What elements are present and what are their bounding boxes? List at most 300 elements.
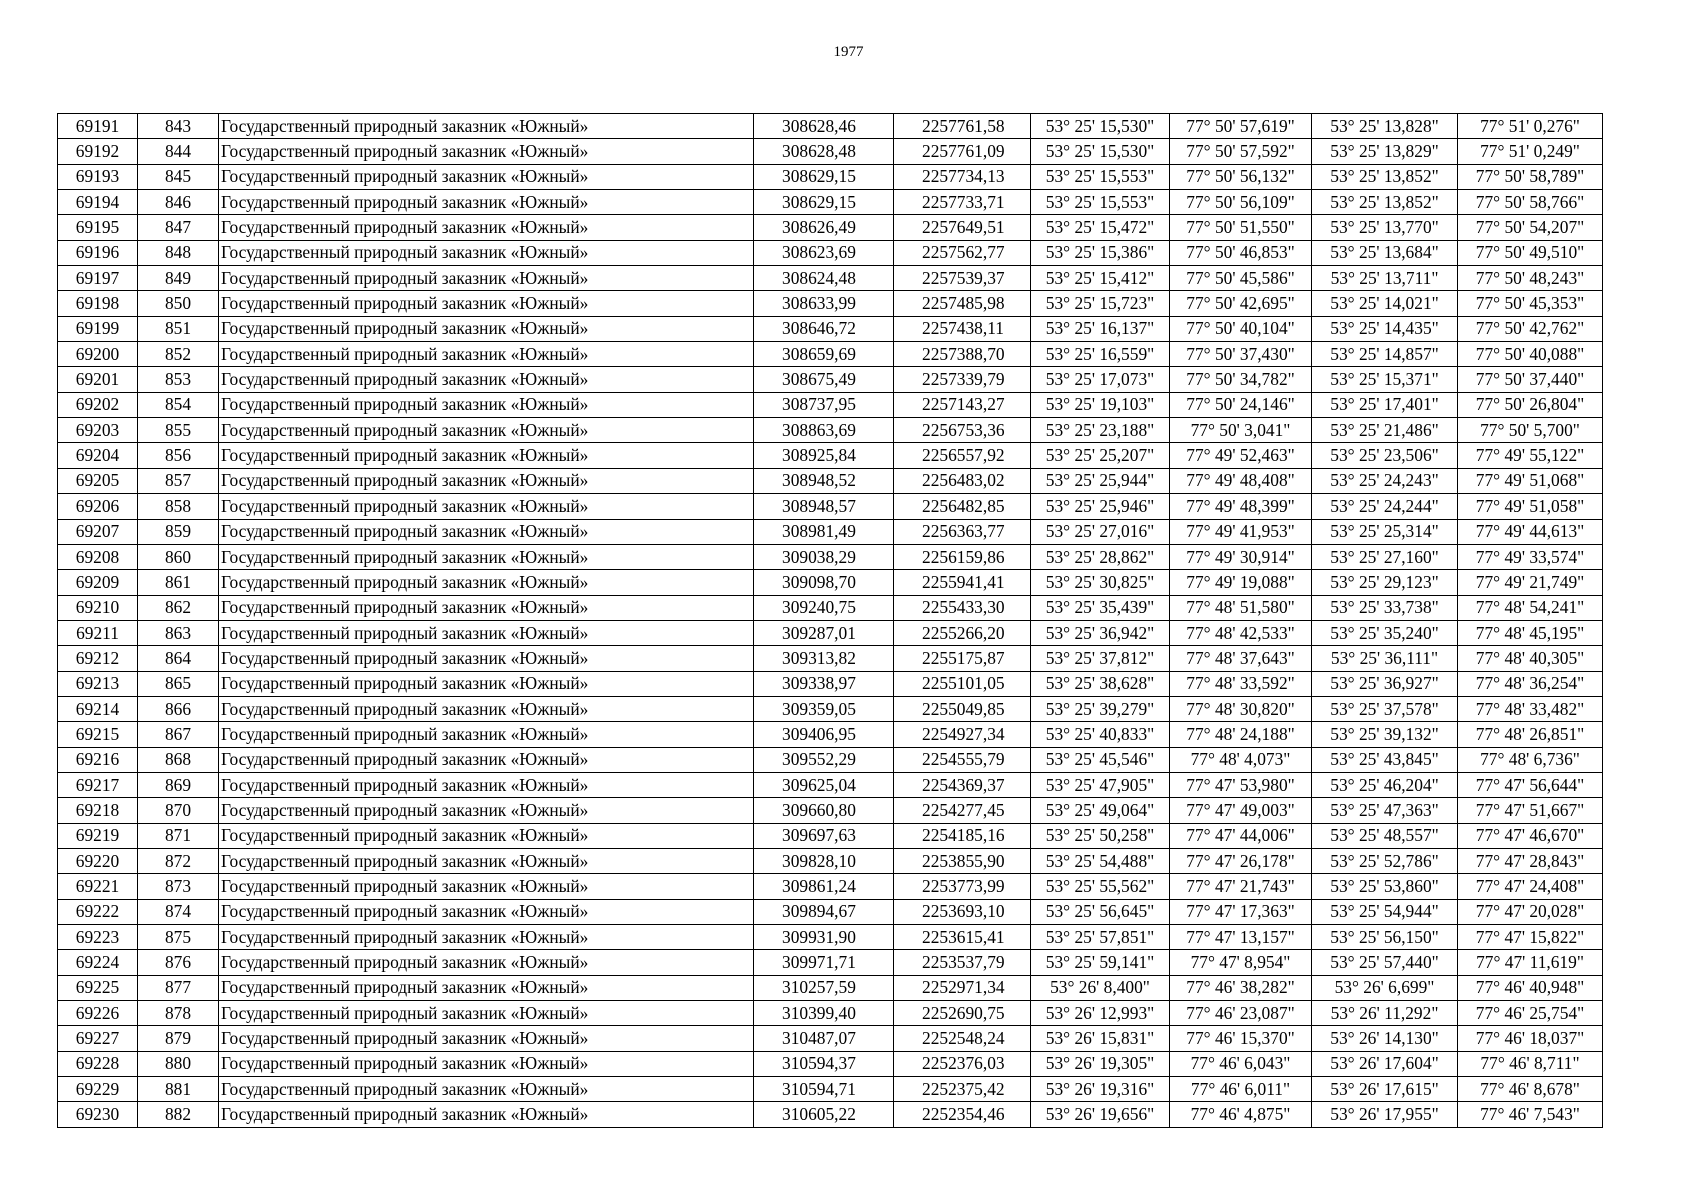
cell-point-number: 859 bbox=[138, 519, 219, 544]
cell-longitude-2: 77° 50' 49,510" bbox=[1458, 240, 1603, 265]
cell-longitude-1: 77° 50' 56,132" bbox=[1170, 164, 1312, 189]
cell-x-coordinate: 308628,48 bbox=[754, 139, 894, 164]
cell-x-coordinate: 308981,49 bbox=[754, 519, 894, 544]
cell-y-coordinate: 2257485,98 bbox=[894, 291, 1031, 316]
cell-longitude-2: 77° 46' 8,711" bbox=[1458, 1051, 1603, 1076]
cell-point-number: 844 bbox=[138, 139, 219, 164]
cell-longitude-2: 77° 48' 26,851" bbox=[1458, 722, 1603, 747]
cell-x-coordinate: 309828,10 bbox=[754, 848, 894, 873]
cell-longitude-1: 77° 49' 30,914" bbox=[1170, 544, 1312, 569]
cell-latitude-1: 53° 25' 25,946" bbox=[1031, 494, 1170, 519]
cell-x-coordinate: 309287,01 bbox=[754, 620, 894, 645]
cell-longitude-1: 77° 48' 4,073" bbox=[1170, 747, 1312, 772]
cell-record-id: 69199 bbox=[58, 316, 138, 341]
table-row bbox=[58, 975, 1603, 1000]
cell-x-coordinate: 308624,48 bbox=[754, 266, 894, 291]
cell-longitude-1: 77° 48' 42,533" bbox=[1170, 620, 1312, 645]
cell-reserve-name: Государственный природный заказник «Южный» bbox=[219, 899, 754, 924]
cell-point-number: 866 bbox=[138, 696, 219, 721]
table-row bbox=[58, 1051, 1603, 1076]
cell-x-coordinate: 310594,37 bbox=[754, 1051, 894, 1076]
cell-latitude-2: 53° 25' 17,401" bbox=[1312, 392, 1458, 417]
cell-longitude-2: 77° 50' 26,804" bbox=[1458, 392, 1603, 417]
cell-longitude-2: 77° 48' 33,482" bbox=[1458, 696, 1603, 721]
cell-longitude-2: 77° 47' 51,667" bbox=[1458, 798, 1603, 823]
cell-x-coordinate: 308626,49 bbox=[754, 215, 894, 240]
cell-x-coordinate: 308646,72 bbox=[754, 316, 894, 341]
cell-latitude-1: 53° 25' 30,825" bbox=[1031, 570, 1170, 595]
table-row bbox=[58, 392, 1603, 417]
cell-longitude-1: 77° 50' 3,041" bbox=[1170, 418, 1312, 443]
cell-y-coordinate: 2257761,09 bbox=[894, 139, 1031, 164]
cell-record-id: 69219 bbox=[58, 823, 138, 848]
cell-longitude-1: 77° 47' 8,954" bbox=[1170, 950, 1312, 975]
cell-latitude-1: 53° 26' 8,400" bbox=[1031, 975, 1170, 1000]
cell-point-number: 863 bbox=[138, 620, 219, 645]
cell-longitude-1: 77° 47' 26,178" bbox=[1170, 848, 1312, 873]
cell-point-number: 862 bbox=[138, 595, 219, 620]
cell-record-id: 69217 bbox=[58, 772, 138, 797]
cell-latitude-2: 53° 25' 36,927" bbox=[1312, 671, 1458, 696]
cell-point-number: 876 bbox=[138, 950, 219, 975]
cell-x-coordinate: 309697,63 bbox=[754, 823, 894, 848]
cell-reserve-name: Государственный природный заказник «Южный» bbox=[219, 316, 754, 341]
cell-x-coordinate: 309038,29 bbox=[754, 544, 894, 569]
table-row bbox=[58, 671, 1603, 696]
cell-longitude-1: 77° 50' 57,619" bbox=[1170, 114, 1312, 139]
cell-record-id: 69227 bbox=[58, 1026, 138, 1051]
cell-latitude-2: 53° 25' 13,684" bbox=[1312, 240, 1458, 265]
cell-x-coordinate: 308629,15 bbox=[754, 190, 894, 215]
cell-y-coordinate: 2254185,16 bbox=[894, 823, 1031, 848]
cell-latitude-1: 53° 25' 39,279" bbox=[1031, 696, 1170, 721]
cell-longitude-2: 77° 47' 11,619" bbox=[1458, 950, 1603, 975]
cell-latitude-1: 53° 26' 19,305" bbox=[1031, 1051, 1170, 1076]
cell-y-coordinate: 2253773,99 bbox=[894, 874, 1031, 899]
cell-record-id: 69220 bbox=[58, 848, 138, 873]
cell-reserve-name: Государственный природный заказник «Южный» bbox=[219, 443, 754, 468]
table-row bbox=[58, 950, 1603, 975]
cell-reserve-name: Государственный природный заказник «Южный» bbox=[219, 798, 754, 823]
cell-latitude-1: 53° 25' 47,905" bbox=[1031, 772, 1170, 797]
cell-longitude-2: 77° 46' 18,037" bbox=[1458, 1026, 1603, 1051]
cell-record-id: 69201 bbox=[58, 367, 138, 392]
cell-longitude-2: 77° 51' 0,276" bbox=[1458, 114, 1603, 139]
cell-point-number: 864 bbox=[138, 646, 219, 671]
cell-latitude-2: 53° 26' 11,292" bbox=[1312, 1001, 1458, 1026]
cell-reserve-name: Государственный природный заказник «Южный» bbox=[219, 975, 754, 1000]
cell-x-coordinate: 308659,69 bbox=[754, 342, 894, 367]
cell-reserve-name: Государственный природный заказник «Южный» bbox=[219, 1102, 754, 1127]
cell-longitude-1: 77° 48' 51,580" bbox=[1170, 595, 1312, 620]
cell-point-number: 872 bbox=[138, 848, 219, 873]
table-row bbox=[58, 899, 1603, 924]
cell-latitude-2: 53° 25' 56,150" bbox=[1312, 925, 1458, 950]
cell-reserve-name: Государственный природный заказник «Южный» bbox=[219, 1077, 754, 1102]
cell-reserve-name: Государственный природный заказник «Южный» bbox=[219, 266, 754, 291]
cell-latitude-2: 53° 25' 29,123" bbox=[1312, 570, 1458, 595]
cell-point-number: 880 bbox=[138, 1051, 219, 1076]
cell-latitude-1: 53° 25' 15,553" bbox=[1031, 190, 1170, 215]
cell-point-number: 846 bbox=[138, 190, 219, 215]
cell-record-id: 69203 bbox=[58, 418, 138, 443]
cell-x-coordinate: 309338,97 bbox=[754, 671, 894, 696]
cell-y-coordinate: 2257143,27 bbox=[894, 392, 1031, 417]
table-row bbox=[58, 1077, 1603, 1102]
cell-latitude-2: 53° 25' 13,711" bbox=[1312, 266, 1458, 291]
cell-latitude-2: 53° 25' 37,578" bbox=[1312, 696, 1458, 721]
cell-record-id: 69195 bbox=[58, 215, 138, 240]
cell-x-coordinate: 308863,69 bbox=[754, 418, 894, 443]
cell-latitude-2: 53° 25' 35,240" bbox=[1312, 620, 1458, 645]
table-row bbox=[58, 266, 1603, 291]
cell-y-coordinate: 2252376,03 bbox=[894, 1051, 1031, 1076]
cell-latitude-2: 53° 25' 48,557" bbox=[1312, 823, 1458, 848]
cell-latitude-1: 53° 25' 15,412" bbox=[1031, 266, 1170, 291]
cell-longitude-1: 77° 46' 4,875" bbox=[1170, 1102, 1312, 1127]
cell-longitude-2: 77° 49' 51,058" bbox=[1458, 494, 1603, 519]
cell-latitude-1: 53° 25' 25,207" bbox=[1031, 443, 1170, 468]
cell-longitude-2: 77° 49' 44,613" bbox=[1458, 519, 1603, 544]
cell-latitude-1: 53° 25' 55,562" bbox=[1031, 874, 1170, 899]
cell-reserve-name: Государственный природный заказник «Южный» bbox=[219, 570, 754, 595]
cell-longitude-1: 77° 47' 53,980" bbox=[1170, 772, 1312, 797]
cell-x-coordinate: 308633,99 bbox=[754, 291, 894, 316]
cell-longitude-1: 77° 50' 37,430" bbox=[1170, 342, 1312, 367]
cell-reserve-name: Государственный природный заказник «Южный» bbox=[219, 823, 754, 848]
cell-latitude-2: 53° 25' 13,828" bbox=[1312, 114, 1458, 139]
cell-longitude-1: 77° 49' 41,953" bbox=[1170, 519, 1312, 544]
cell-y-coordinate: 2254369,37 bbox=[894, 772, 1031, 797]
cell-record-id: 69209 bbox=[58, 570, 138, 595]
cell-point-number: 850 bbox=[138, 291, 219, 316]
cell-latitude-1: 53° 25' 45,546" bbox=[1031, 747, 1170, 772]
cell-record-id: 69214 bbox=[58, 696, 138, 721]
cell-reserve-name: Государственный природный заказник «Южный» bbox=[219, 1051, 754, 1076]
cell-x-coordinate: 308948,57 bbox=[754, 494, 894, 519]
table-row bbox=[58, 494, 1603, 519]
table-row bbox=[58, 114, 1603, 139]
cell-longitude-2: 77° 46' 7,543" bbox=[1458, 1102, 1603, 1127]
cell-y-coordinate: 2256753,36 bbox=[894, 418, 1031, 443]
cell-latitude-2: 53° 25' 13,829" bbox=[1312, 139, 1458, 164]
cell-reserve-name: Государственный природный заказник «Южный» bbox=[219, 696, 754, 721]
cell-reserve-name: Государственный природный заказник «Южный» bbox=[219, 114, 754, 139]
cell-reserve-name: Государственный природный заказник «Южный» bbox=[219, 874, 754, 899]
cell-record-id: 69225 bbox=[58, 975, 138, 1000]
cell-point-number: 854 bbox=[138, 392, 219, 417]
cell-reserve-name: Государственный природный заказник «Южный» bbox=[219, 1026, 754, 1051]
cell-latitude-2: 53° 26' 17,615" bbox=[1312, 1077, 1458, 1102]
cell-x-coordinate: 309552,29 bbox=[754, 747, 894, 772]
cell-latitude-2: 53° 25' 13,770" bbox=[1312, 215, 1458, 240]
cell-point-number: 867 bbox=[138, 722, 219, 747]
cell-record-id: 69206 bbox=[58, 494, 138, 519]
cell-record-id: 69228 bbox=[58, 1051, 138, 1076]
cell-latitude-1: 53° 26' 19,316" bbox=[1031, 1077, 1170, 1102]
cell-record-id: 69202 bbox=[58, 392, 138, 417]
cell-latitude-2: 53° 26' 17,955" bbox=[1312, 1102, 1458, 1127]
cell-latitude-1: 53° 25' 49,064" bbox=[1031, 798, 1170, 823]
cell-latitude-2: 53° 25' 43,845" bbox=[1312, 747, 1458, 772]
cell-latitude-1: 53° 25' 15,386" bbox=[1031, 240, 1170, 265]
cell-longitude-2: 77° 47' 56,644" bbox=[1458, 772, 1603, 797]
cell-y-coordinate: 2257438,11 bbox=[894, 316, 1031, 341]
cell-point-number: 848 bbox=[138, 240, 219, 265]
cell-point-number: 847 bbox=[138, 215, 219, 240]
cell-y-coordinate: 2252375,42 bbox=[894, 1077, 1031, 1102]
cell-latitude-1: 53° 25' 40,833" bbox=[1031, 722, 1170, 747]
cell-latitude-1: 53° 25' 17,073" bbox=[1031, 367, 1170, 392]
cell-reserve-name: Государственный природный заказник «Южный» bbox=[219, 519, 754, 544]
cell-longitude-1: 77° 46' 6,043" bbox=[1170, 1051, 1312, 1076]
cell-latitude-2: 53° 25' 57,440" bbox=[1312, 950, 1458, 975]
cell-latitude-1: 53° 26' 19,656" bbox=[1031, 1102, 1170, 1127]
table-row bbox=[58, 1026, 1603, 1051]
cell-longitude-2: 77° 48' 54,241" bbox=[1458, 595, 1603, 620]
cell-point-number: 855 bbox=[138, 418, 219, 443]
cell-record-id: 69229 bbox=[58, 1077, 138, 1102]
table-row bbox=[58, 823, 1603, 848]
cell-point-number: 877 bbox=[138, 975, 219, 1000]
cell-latitude-1: 53° 25' 50,258" bbox=[1031, 823, 1170, 848]
cell-longitude-2: 77° 47' 24,408" bbox=[1458, 874, 1603, 899]
table-row bbox=[58, 925, 1603, 950]
table-row bbox=[58, 696, 1603, 721]
cell-record-id: 69213 bbox=[58, 671, 138, 696]
cell-point-number: 868 bbox=[138, 747, 219, 772]
cell-longitude-1: 77° 48' 33,592" bbox=[1170, 671, 1312, 696]
cell-longitude-1: 77° 50' 46,853" bbox=[1170, 240, 1312, 265]
cell-record-id: 69205 bbox=[58, 468, 138, 493]
table-row bbox=[58, 468, 1603, 493]
cell-y-coordinate: 2255049,85 bbox=[894, 696, 1031, 721]
cell-latitude-1: 53° 25' 36,942" bbox=[1031, 620, 1170, 645]
cell-point-number: 860 bbox=[138, 544, 219, 569]
table-row bbox=[58, 190, 1603, 215]
cell-latitude-2: 53° 26' 17,604" bbox=[1312, 1051, 1458, 1076]
cell-latitude-1: 53° 25' 27,016" bbox=[1031, 519, 1170, 544]
cell-y-coordinate: 2257388,70 bbox=[894, 342, 1031, 367]
cell-latitude-2: 53° 25' 36,111" bbox=[1312, 646, 1458, 671]
cell-latitude-1: 53° 25' 16,137" bbox=[1031, 316, 1170, 341]
cell-latitude-1: 53° 25' 15,530" bbox=[1031, 139, 1170, 164]
cell-record-id: 69230 bbox=[58, 1102, 138, 1127]
cell-longitude-1: 77° 48' 30,820" bbox=[1170, 696, 1312, 721]
cell-latitude-2: 53° 26' 6,699" bbox=[1312, 975, 1458, 1000]
cell-record-id: 69212 bbox=[58, 646, 138, 671]
cell-reserve-name: Государственный природный заказник «Южный» bbox=[219, 950, 754, 975]
cell-longitude-1: 77° 50' 24,146" bbox=[1170, 392, 1312, 417]
cell-reserve-name: Государственный природный заказник «Южный» bbox=[219, 671, 754, 696]
cell-x-coordinate: 309894,67 bbox=[754, 899, 894, 924]
cell-latitude-1: 53° 25' 25,944" bbox=[1031, 468, 1170, 493]
cell-longitude-1: 77° 48' 37,643" bbox=[1170, 646, 1312, 671]
cell-y-coordinate: 2255266,20 bbox=[894, 620, 1031, 645]
cell-longitude-2: 77° 50' 58,766" bbox=[1458, 190, 1603, 215]
cell-x-coordinate: 308925,84 bbox=[754, 443, 894, 468]
cell-point-number: 878 bbox=[138, 1001, 219, 1026]
cell-latitude-1: 53° 25' 15,472" bbox=[1031, 215, 1170, 240]
cell-x-coordinate: 310257,59 bbox=[754, 975, 894, 1000]
cell-point-number: 845 bbox=[138, 164, 219, 189]
cell-x-coordinate: 308948,52 bbox=[754, 468, 894, 493]
cell-x-coordinate: 310605,22 bbox=[754, 1102, 894, 1127]
cell-y-coordinate: 2253615,41 bbox=[894, 925, 1031, 950]
cell-y-coordinate: 2256483,02 bbox=[894, 468, 1031, 493]
cell-longitude-2: 77° 47' 20,028" bbox=[1458, 899, 1603, 924]
table-row bbox=[58, 240, 1603, 265]
cell-y-coordinate: 2255433,30 bbox=[894, 595, 1031, 620]
table-row bbox=[58, 595, 1603, 620]
cell-point-number: 871 bbox=[138, 823, 219, 848]
cell-latitude-1: 53° 25' 56,645" bbox=[1031, 899, 1170, 924]
cell-y-coordinate: 2253537,79 bbox=[894, 950, 1031, 975]
cell-longitude-2: 77° 50' 54,207" bbox=[1458, 215, 1603, 240]
cell-point-number: 875 bbox=[138, 925, 219, 950]
cell-latitude-1: 53° 26' 12,993" bbox=[1031, 1001, 1170, 1026]
cell-reserve-name: Государственный природный заказник «Южный» bbox=[219, 722, 754, 747]
cell-reserve-name: Государственный природный заказник «Южный» bbox=[219, 164, 754, 189]
cell-x-coordinate: 309359,05 bbox=[754, 696, 894, 721]
table-body bbox=[58, 114, 1603, 1128]
cell-latitude-1: 53° 26' 15,831" bbox=[1031, 1026, 1170, 1051]
cell-latitude-2: 53° 25' 23,506" bbox=[1312, 443, 1458, 468]
cell-longitude-1: 77° 50' 34,782" bbox=[1170, 367, 1312, 392]
cell-y-coordinate: 2256159,86 bbox=[894, 544, 1031, 569]
cell-point-number: 870 bbox=[138, 798, 219, 823]
table-row bbox=[58, 291, 1603, 316]
cell-longitude-2: 77° 49' 33,574" bbox=[1458, 544, 1603, 569]
cell-longitude-1: 77° 48' 24,188" bbox=[1170, 722, 1312, 747]
cell-latitude-1: 53° 25' 15,553" bbox=[1031, 164, 1170, 189]
cell-latitude-1: 53° 25' 16,559" bbox=[1031, 342, 1170, 367]
table-row bbox=[58, 443, 1603, 468]
cell-longitude-2: 77° 48' 6,736" bbox=[1458, 747, 1603, 772]
cell-reserve-name: Государственный природный заказник «Южный» bbox=[219, 494, 754, 519]
cell-longitude-1: 77° 49' 52,463" bbox=[1170, 443, 1312, 468]
cell-record-id: 69218 bbox=[58, 798, 138, 823]
table-row bbox=[58, 164, 1603, 189]
cell-reserve-name: Государственный природный заказник «Южный» bbox=[219, 342, 754, 367]
cell-y-coordinate: 2252354,46 bbox=[894, 1102, 1031, 1127]
cell-latitude-2: 53° 25' 25,314" bbox=[1312, 519, 1458, 544]
cell-longitude-2: 77° 50' 37,440" bbox=[1458, 367, 1603, 392]
cell-reserve-name: Государственный природный заказник «Южный» bbox=[219, 392, 754, 417]
cell-latitude-2: 53° 25' 46,204" bbox=[1312, 772, 1458, 797]
cell-y-coordinate: 2252690,75 bbox=[894, 1001, 1031, 1026]
cell-longitude-1: 77° 47' 17,363" bbox=[1170, 899, 1312, 924]
cell-reserve-name: Государственный природный заказник «Южный» bbox=[219, 1001, 754, 1026]
table-row bbox=[58, 620, 1603, 645]
cell-longitude-2: 77° 49' 51,068" bbox=[1458, 468, 1603, 493]
cell-record-id: 69198 bbox=[58, 291, 138, 316]
cell-latitude-2: 53° 25' 27,160" bbox=[1312, 544, 1458, 569]
cell-longitude-2: 77° 47' 15,822" bbox=[1458, 925, 1603, 950]
cell-x-coordinate: 310594,71 bbox=[754, 1077, 894, 1102]
cell-latitude-2: 53° 25' 54,944" bbox=[1312, 899, 1458, 924]
cell-longitude-2: 77° 48' 40,305" bbox=[1458, 646, 1603, 671]
cell-reserve-name: Государственный природный заказник «Южный» bbox=[219, 190, 754, 215]
cell-latitude-2: 53° 25' 21,486" bbox=[1312, 418, 1458, 443]
cell-record-id: 69204 bbox=[58, 443, 138, 468]
cell-point-number: 869 bbox=[138, 772, 219, 797]
cell-y-coordinate: 2256557,92 bbox=[894, 443, 1031, 468]
table-row bbox=[58, 418, 1603, 443]
cell-longitude-2: 77° 50' 5,700" bbox=[1458, 418, 1603, 443]
cell-y-coordinate: 2256363,77 bbox=[894, 519, 1031, 544]
cell-longitude-1: 77° 46' 15,370" bbox=[1170, 1026, 1312, 1051]
cell-reserve-name: Государственный природный заказник «Южный» bbox=[219, 646, 754, 671]
cell-record-id: 69196 bbox=[58, 240, 138, 265]
table-row bbox=[58, 1102, 1603, 1127]
cell-reserve-name: Государственный природный заказник «Южный» bbox=[219, 139, 754, 164]
cell-latitude-2: 53° 25' 47,363" bbox=[1312, 798, 1458, 823]
cell-latitude-1: 53° 25' 59,141" bbox=[1031, 950, 1170, 975]
cell-record-id: 69193 bbox=[58, 164, 138, 189]
cell-reserve-name: Государственный природный заказник «Южный» bbox=[219, 468, 754, 493]
cell-x-coordinate: 308737,95 bbox=[754, 392, 894, 417]
cell-point-number: 856 bbox=[138, 443, 219, 468]
cell-record-id: 69226 bbox=[58, 1001, 138, 1026]
cell-record-id: 69224 bbox=[58, 950, 138, 975]
cell-reserve-name: Государственный природный заказник «Южный» bbox=[219, 620, 754, 645]
table-row bbox=[58, 798, 1603, 823]
cell-longitude-2: 77° 46' 40,948" bbox=[1458, 975, 1603, 1000]
cell-latitude-1: 53° 25' 28,862" bbox=[1031, 544, 1170, 569]
cell-point-number: 881 bbox=[138, 1077, 219, 1102]
table-row bbox=[58, 848, 1603, 873]
cell-point-number: 873 bbox=[138, 874, 219, 899]
cell-longitude-1: 77° 49' 48,408" bbox=[1170, 468, 1312, 493]
cell-longitude-1: 77° 47' 44,006" bbox=[1170, 823, 1312, 848]
cell-record-id: 69207 bbox=[58, 519, 138, 544]
cell-latitude-2: 53° 25' 39,132" bbox=[1312, 722, 1458, 747]
cell-record-id: 69192 bbox=[58, 139, 138, 164]
cell-longitude-1: 77° 47' 49,003" bbox=[1170, 798, 1312, 823]
cell-point-number: 843 bbox=[138, 114, 219, 139]
cell-y-coordinate: 2257539,37 bbox=[894, 266, 1031, 291]
cell-latitude-1: 53° 25' 54,488" bbox=[1031, 848, 1170, 873]
page-number: 1977 bbox=[833, 44, 864, 60]
cell-y-coordinate: 2252971,34 bbox=[894, 975, 1031, 1000]
cell-point-number: 861 bbox=[138, 570, 219, 595]
cell-x-coordinate: 309313,82 bbox=[754, 646, 894, 671]
table-row bbox=[58, 1001, 1603, 1026]
cell-latitude-1: 53° 25' 37,812" bbox=[1031, 646, 1170, 671]
cell-latitude-1: 53° 25' 19,103" bbox=[1031, 392, 1170, 417]
cell-y-coordinate: 2255175,87 bbox=[894, 646, 1031, 671]
table-row bbox=[58, 367, 1603, 392]
cell-x-coordinate: 308629,15 bbox=[754, 164, 894, 189]
table-row bbox=[58, 772, 1603, 797]
cell-x-coordinate: 309861,24 bbox=[754, 874, 894, 899]
cell-record-id: 69208 bbox=[58, 544, 138, 569]
cell-longitude-2: 77° 46' 25,754" bbox=[1458, 1001, 1603, 1026]
cell-longitude-1: 77° 50' 45,586" bbox=[1170, 266, 1312, 291]
table-row bbox=[58, 215, 1603, 240]
cell-x-coordinate: 309240,75 bbox=[754, 595, 894, 620]
cell-y-coordinate: 2253855,90 bbox=[894, 848, 1031, 873]
cell-latitude-2: 53° 25' 13,852" bbox=[1312, 190, 1458, 215]
table-row bbox=[58, 544, 1603, 569]
cell-longitude-1: 77° 47' 13,157" bbox=[1170, 925, 1312, 950]
cell-y-coordinate: 2257339,79 bbox=[894, 367, 1031, 392]
cell-longitude-1: 77° 46' 38,282" bbox=[1170, 975, 1312, 1000]
table-row bbox=[58, 316, 1603, 341]
cell-record-id: 69191 bbox=[58, 114, 138, 139]
cell-x-coordinate: 309406,95 bbox=[754, 722, 894, 747]
